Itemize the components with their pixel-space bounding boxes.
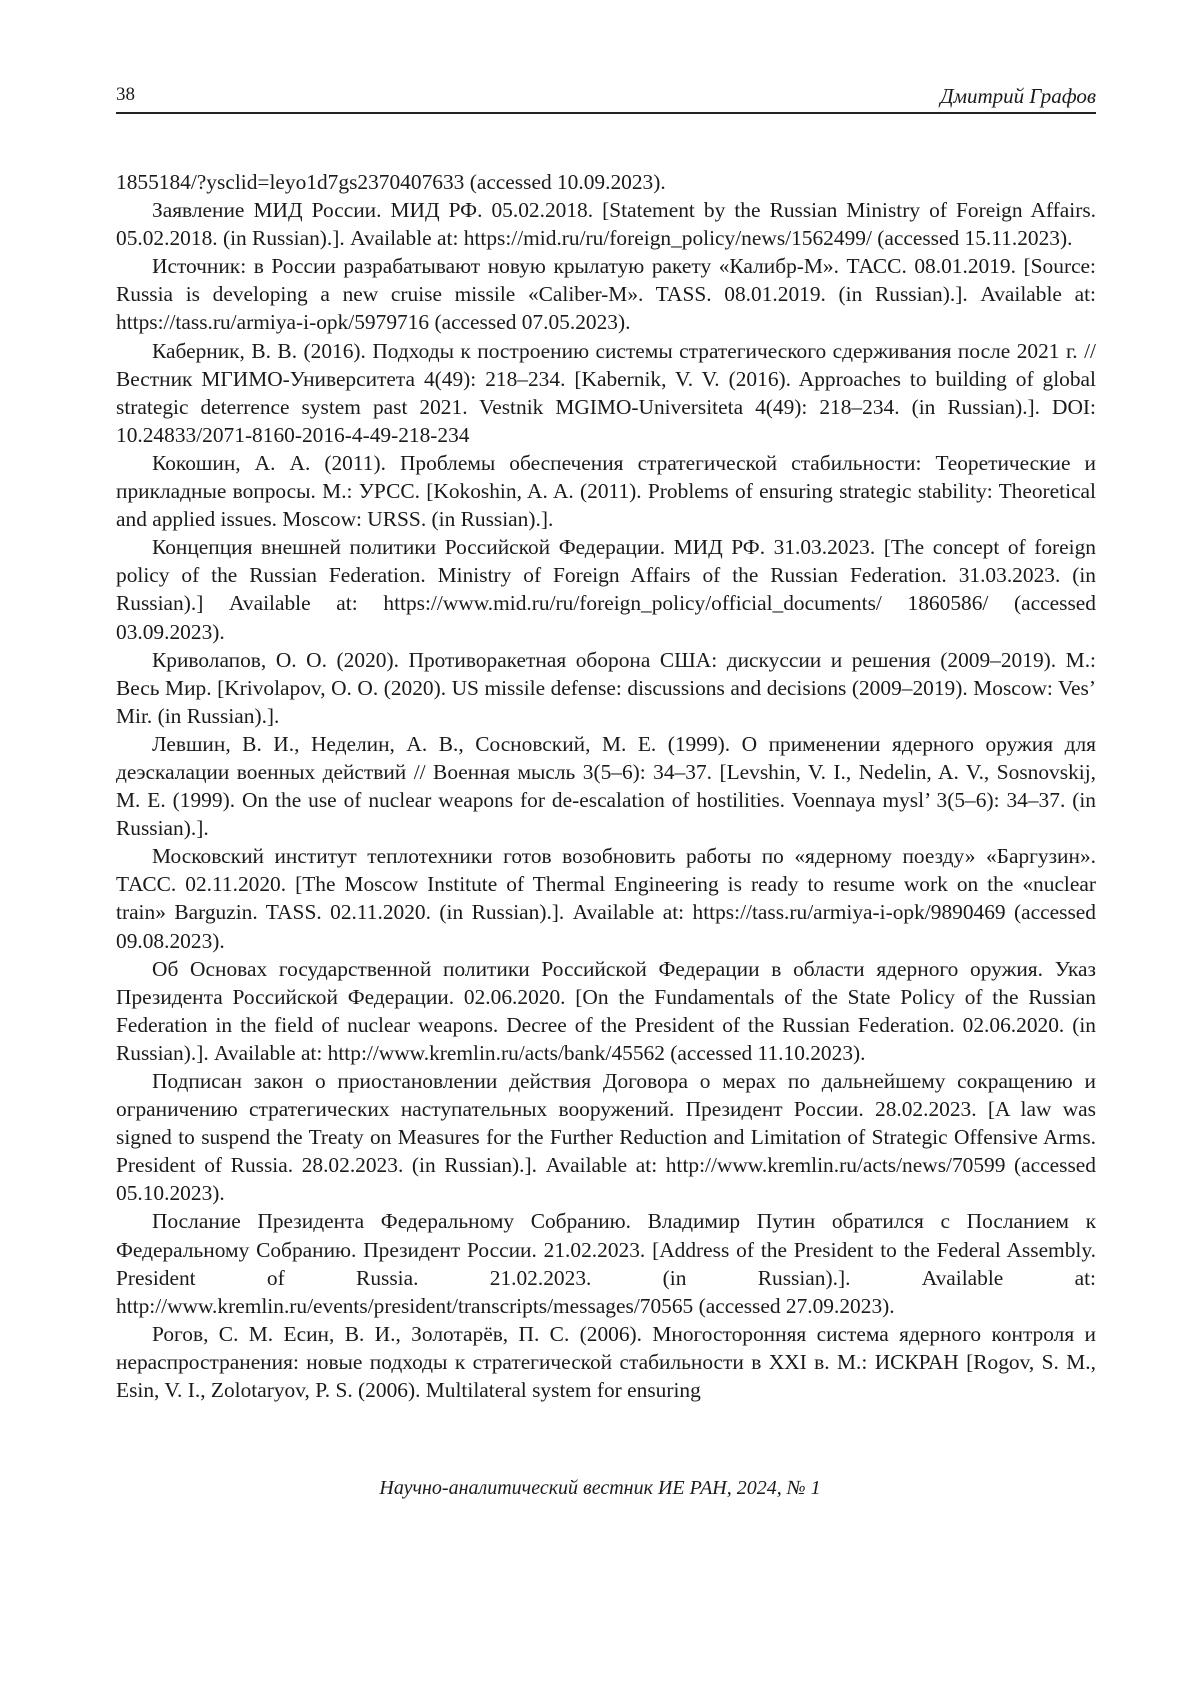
- reference-entry: Послание Президента Федеральному Собранию. Владимир Путин обратился с Посланием к Федеральному Собранию. Президент России. 21.02.2023. [Address of the President to the Federal Assembly. President of Russia. 21.02.2023. (in Russian).]. Available at: http://www.kremlin.ru/events/president/transcripts/messages/70565 (accessed 27.09.2023).: [116, 1209, 1096, 1318]
- reference-entry: Криволапов, О. О. (2020). Противоракетная оборона США: дискуссии и решения (2009–2019). М.: Весь Мир. [Krivolapov, O. O. (2020). US missile defense: discussions and decisions (2009–2019). Moscow: Ves’ Mir. (in Russian).].: [116, 647, 1096, 728]
- running-header-author: Дмитрий Графов: [940, 84, 1096, 108]
- reference-entry: Рогов, С. М. Есин, В. И., Золотарёв, П. С. (2006). Многосторонняя система ядерного контроля и нераспространения: новые подходы к стратегической стабильности в XXI в. М.: ИСКРАН [Rogov, S. M., Esin, V. I., Zolotaryov, P. S. (2006). Multilateral system for ensuring: [116, 1321, 1096, 1403]
- journal-footer: Научно-аналитический вестник ИЕ РАН, 2024, № 1: [379, 1477, 821, 1499]
- page-number: 38: [116, 84, 135, 105]
- reference-entry: Концепция внешней политики Российской Федерации. МИД РФ. 31.03.2023. [The concept of foreign policy of the Russian Federation. Ministry of Foreign Affairs of the Russian Federation. 31.03.2023. (in Russian).] Available at: https://www.mid.ru/ru/foreign_policy/official_documents/ 1860586/ (accessed 03.09.2023).: [116, 535, 1096, 644]
- reference-entry: Источник: в России разрабатывают новую крылатую ракету «Калибр-М». ТАСС. 08.01.2019. [Source: Russia is developing a new cruise missile «Caliber-M». TASS. 08.01.2019. (in Russian).]. Available at: https://tass.ru/armiya-i-opk/5979716 (accessed 07.05.2023).: [116, 254, 1096, 335]
- reference-entry: 1855184/?ysclid=leyo1d7gs2370407633 (accessed 10.09.2023).: [116, 170, 666, 194]
- reference-entry: Об Основах государственной политики Российской Федерации в области ядерного оружия. Указ Президента Российской Федерации. 02.06.2020. [On the Fundamentals of the State Policy of the Russian Federation in the field of nuclear weapons. Decree of the President of the Russian Federation. 02.06.2020. (in Russian).]. Available at: http://www.kremlin.ru/acts/bank/45562 (accessed 11.10.2023).: [116, 956, 1096, 1065]
- running-header: [116, 84, 1096, 114]
- reference-entry: Московский институт теплотехники готов возобновить работы по «ядерному поезду» «Баргузин». ТАСС. 02.11.2020. [The Moscow Institute of Thermal Engineering is ready to resume work on the «nuclear train» Barguzin. TASS. 02.11.2020. (in Russian).]. Available at: https://tass.ru/armiya-i-opk/9890469 (accessed 09.08.2023).: [116, 844, 1096, 953]
- reference-entry: Кокошин, А. А. (2011). Проблемы обеспечения стратегической стабильности: Теоретические и прикладные вопросы. М.: УРСС. [Kokoshin, A. A. (2011). Problems of ensuring strategic stability: Theoretical and applied issues. Moscow: URSS. (in Russian).].: [116, 450, 1096, 532]
- reference-entry: Подписан закон о приостановлении действия Договора о мерах по дальнейшему сокращению и ограничению стратегических наступательных вооружений. Президент России. 28.02.2023. [A law was signed to suspend the Treaty on Measures for the Further Reduction and Limitation of Strategic Offensive Arms. President of Russia. 28.02.2023. (in Russian).]. Available at: http://www.kremlin.ru/acts/news/70599 (accessed 05.10.2023).: [116, 1069, 1096, 1206]
- reference-entry: Левшин, В. И., Неделин, А. В., Сосновский, М. Е. (1999). О применении ядерного оружия для деэскалации военных действий // Военная мысль 3(5–6): 34–37. [Levshin, V. I., Nedelin, A. V., Sosnovskij, M. E. (1999). On the use of nuclear weapons for de-escalation of hostilities. Voennaya mysl’ 3(5–6): 34–37. (in Russian).].: [116, 731, 1096, 841]
- reference-entry: Каберник, В. В. (2016). Подходы к построению системы стратегического сдерживания после 2021 г. // Вестник МГИМО-Университета 4(49): 218–234. [Kabernik, V. V. (2016). Approaches to building of global strategic deterrence system past 2021. Vestnik MGIMO-Universiteta 4(49): 218–234. (in Russian).]. DOI: 10.24833/2071-8160-2016-4-49-218-234: [116, 338, 1096, 447]
- reference-entry: Заявление МИД России. МИД РФ. 05.02.2018. [Statement by the Russian Ministry of Foreign Affairs. 05.02.2018. (in Russian).]. Available at: https://mid.ru/ru/foreign_policy/news/1562499/ (accessed 15.11.2023).: [116, 198, 1096, 251]
- reference-list: [116, 168, 1096, 1404]
